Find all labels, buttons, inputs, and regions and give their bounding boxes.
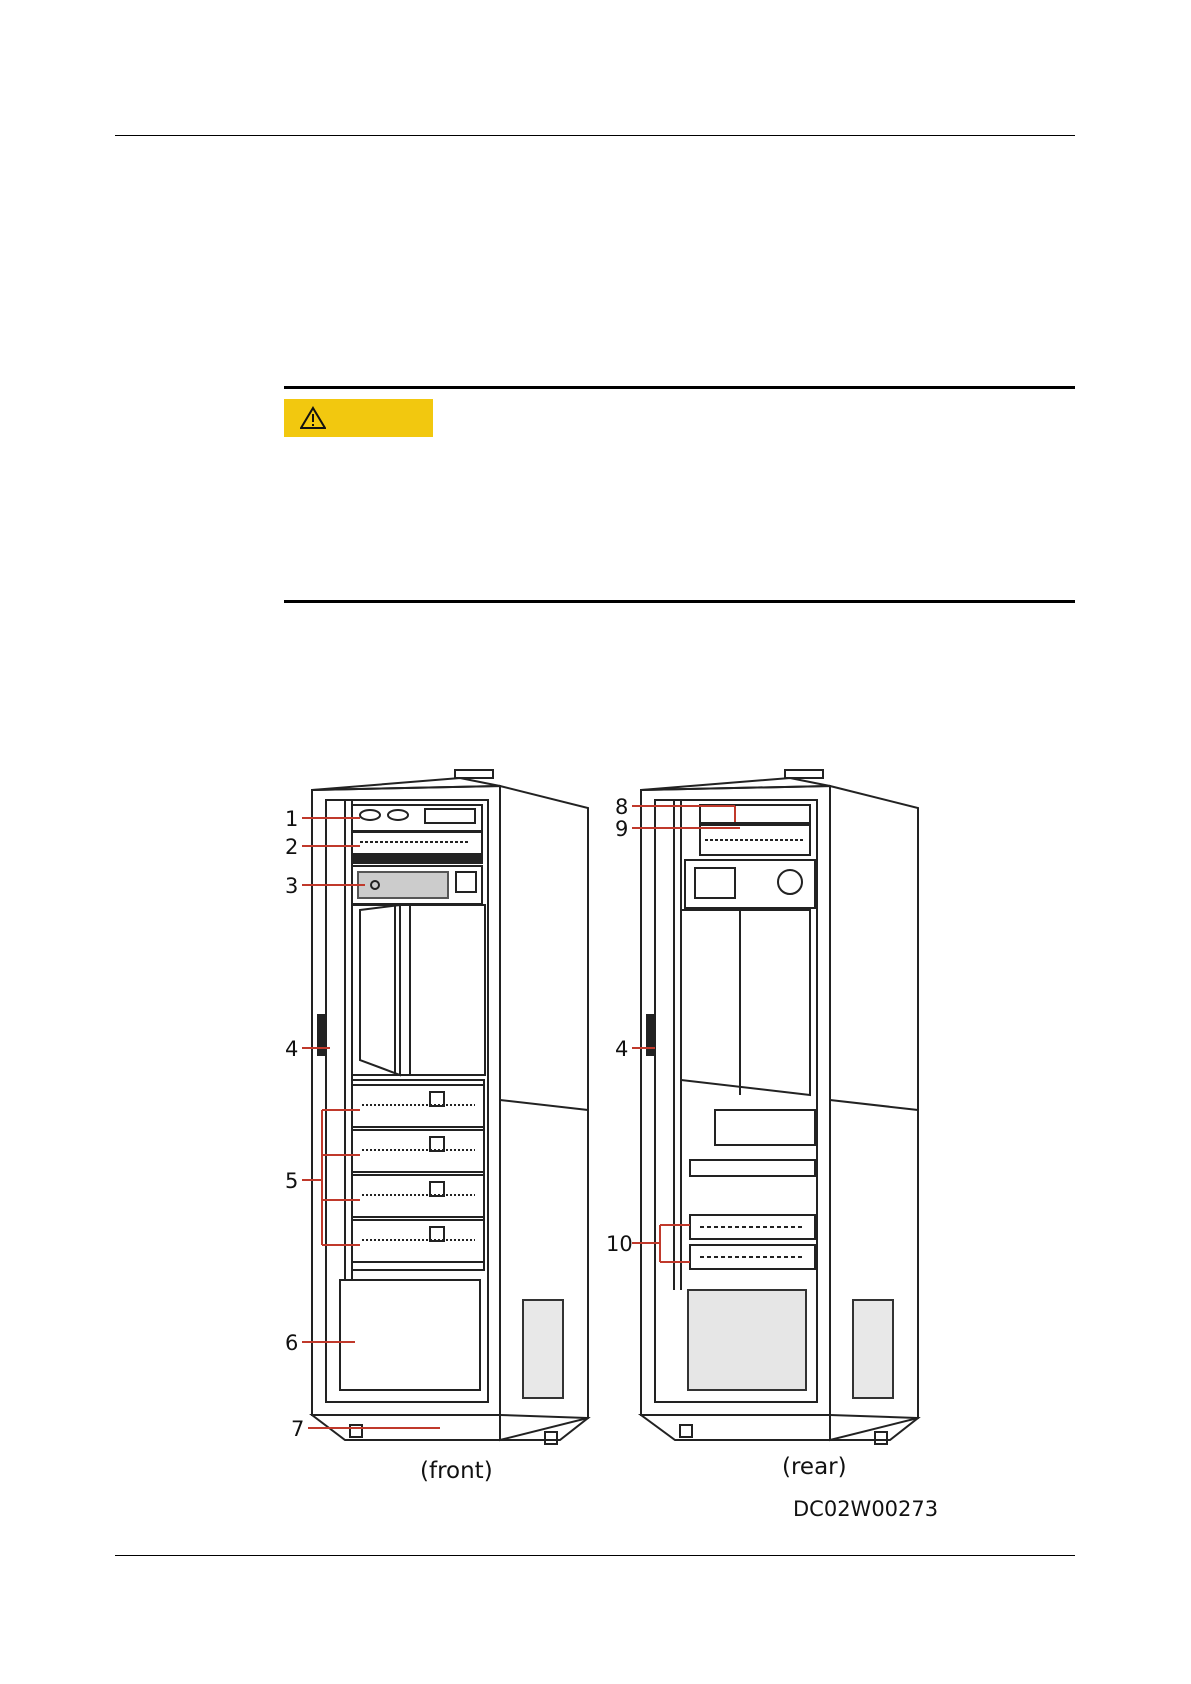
callout-9: 9	[615, 817, 629, 841]
callout-3: 3	[285, 874, 299, 898]
footer-rule	[115, 1555, 1075, 1556]
callout-4-front: 4	[285, 1037, 299, 1061]
callout-1: 1	[285, 807, 299, 831]
callout-8: 8	[615, 795, 629, 819]
figure-code: DC02W00273	[793, 1497, 939, 1521]
callout-5: 5	[285, 1169, 299, 1193]
caption-rear: (rear)	[782, 1454, 847, 1480]
caption-front: (front)	[420, 1458, 493, 1484]
rear-cabinet	[641, 770, 918, 1444]
callout-7: 7	[291, 1417, 305, 1441]
callout-4-rear: 4	[615, 1037, 629, 1061]
callout-10: 10	[606, 1232, 633, 1256]
callout-2: 2	[285, 835, 299, 859]
callout-6: 6	[285, 1331, 299, 1355]
